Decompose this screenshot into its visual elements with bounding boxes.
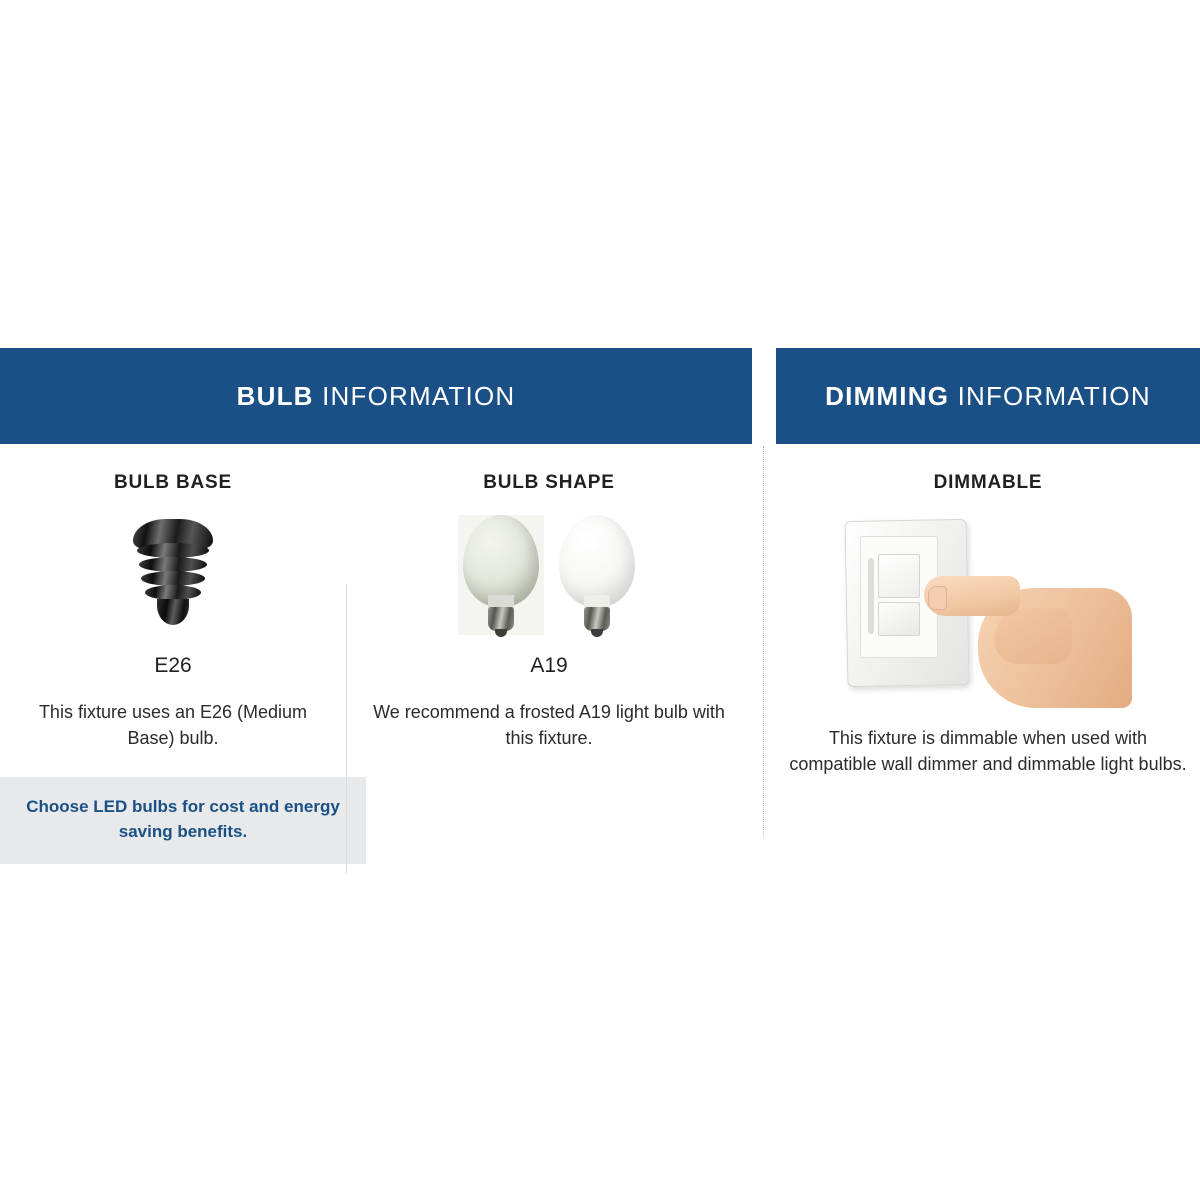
bulb-glass [463, 515, 539, 607]
bulb-glass [559, 515, 635, 607]
dimming-information-header-text [825, 381, 1151, 412]
e26-thread [145, 585, 201, 600]
bulb-base-description: This fixture uses an E26 (Medium Base) bulb. [38, 702, 308, 748]
bulb-shape-description: We recommend a frosted A19 light bulb with this fixture. [373, 702, 725, 748]
dimming-information-header-rest: INFORMATION [957, 380, 1151, 411]
bulb-columns [0, 444, 752, 751]
bulb-shape-code: A19 [530, 654, 568, 677]
bulb-information-header-rest: INFORMATION [322, 380, 516, 411]
hand-knuckle [994, 608, 1072, 664]
dimmer-rocker-bottom [878, 602, 920, 636]
dimmable-art [776, 512, 1200, 712]
bulb-information-header-strong: BULB [236, 380, 314, 411]
hand-fingernail [928, 586, 947, 610]
bulb-information-panel [0, 348, 752, 864]
bulb-base-column [0, 472, 346, 751]
bulb-base-code: E26 [154, 654, 192, 677]
dimmable-description: This fixture is dimmable when used with compatible wall dimmer and dimmable light bulbs. [789, 728, 1187, 774]
bulb-shape-art [370, 512, 728, 638]
dimming-information-panel [776, 348, 1200, 777]
dimmable-title: DIMMABLE [933, 472, 1043, 493]
e26-thread [141, 571, 205, 586]
frosted-a19-bulb-icon [458, 515, 544, 635]
bulb-shape-column [346, 472, 752, 751]
panel-gap [752, 348, 776, 838]
dimming-information-header-strong: DIMMING [825, 380, 950, 411]
bulb-screw-base [584, 607, 610, 631]
bulb-base-title: BULB BASE [113, 472, 233, 493]
e26-contact-tip [157, 599, 189, 625]
hand-pointing-icon [922, 558, 1132, 708]
column-divider [346, 584, 347, 874]
dimming-information-header [776, 348, 1200, 444]
led-tip-callout: Choose LED bulbs for cost and energy saving benefits. [0, 777, 366, 864]
bulb-shape-title: BULB SHAPE [483, 472, 615, 493]
panels-row [0, 348, 1200, 864]
bulb-information-header-text [237, 381, 516, 412]
bulb-screw-base [488, 607, 514, 631]
led-a19-bulb-icon [554, 515, 640, 635]
bulb-base-art [20, 512, 326, 638]
dotted-divider [763, 446, 764, 836]
dimmer-rocker-top [878, 554, 920, 598]
dimming-content [776, 444, 1200, 777]
dimmer-slider-track [868, 558, 874, 634]
bulb-information-header [0, 348, 752, 444]
e26-thread [139, 557, 207, 572]
e26-thread [137, 543, 209, 558]
wall-dimmer-switch-icon [838, 514, 1138, 710]
bulb-base-e26-icon [129, 519, 217, 631]
